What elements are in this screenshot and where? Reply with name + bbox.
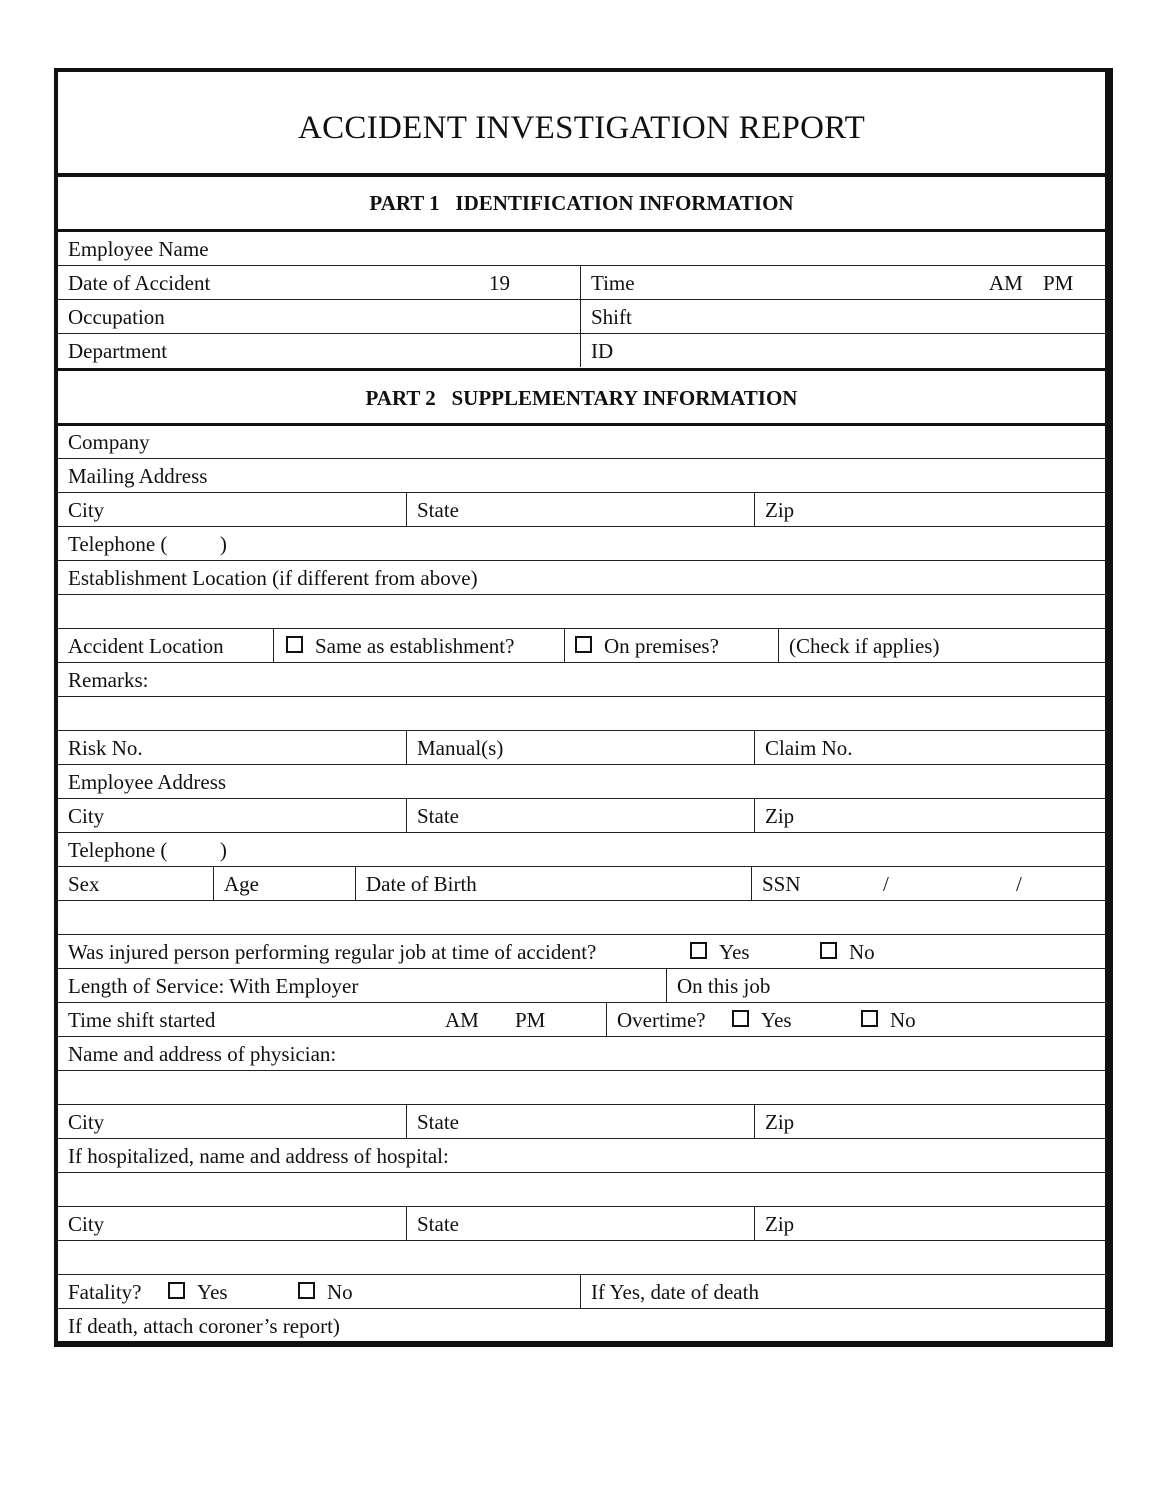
fatality-yes-option[interactable]: Yes (168, 1275, 228, 1308)
same-as-establishment-checkbox[interactable] (286, 636, 303, 653)
remarks-label: Remarks: (68, 668, 149, 692)
overtime-yes-checkbox[interactable] (732, 1010, 749, 1027)
company-city-row (58, 493, 1105, 527)
personal-blank-row (58, 901, 1105, 935)
overtime-no-option[interactable]: No (861, 1003, 916, 1036)
employee-address-row (58, 765, 1105, 799)
time-label: Time (580, 266, 635, 299)
city-label: City (68, 1110, 105, 1134)
state-label: State (406, 493, 459, 526)
physician-label: Name and address of physician: (68, 1042, 337, 1066)
zip-label: Zip (754, 493, 794, 526)
same-as-establishment-option[interactable]: Same as establishment? (273, 629, 514, 662)
employee-address-label: Employee Address (68, 770, 227, 794)
employee-name-row (58, 232, 1105, 266)
hospital-label: If hospitalized, name and address of hospital: (68, 1144, 449, 1168)
telephone-label: Telephone ( ) (68, 838, 227, 862)
state-label: State (406, 799, 459, 832)
id-label: ID (580, 334, 613, 367)
zip-label: Zip (754, 799, 794, 832)
manuals-label: Manual(s) (406, 731, 503, 764)
regular-job-no-option[interactable]: No (820, 935, 875, 968)
ssn-slash-1: / (883, 872, 889, 896)
city-label: City (68, 804, 105, 828)
physician-row (58, 1037, 1105, 1071)
coroner-row (58, 1309, 1105, 1342)
year-prefix: 19 (489, 271, 510, 295)
on-this-job-label: On this job (666, 969, 770, 1002)
establishment-location-row (58, 561, 1105, 595)
regular-job-no-checkbox[interactable] (820, 942, 837, 959)
pm-label: PM (1043, 271, 1074, 295)
length-of-service-row (58, 969, 1105, 1003)
hospital-blank-row (58, 1173, 1105, 1207)
time-shift-started-label: Time shift started (68, 1008, 216, 1032)
date-time-row (58, 266, 1105, 300)
establishment-blank-row (58, 595, 1105, 629)
date-of-death-label: If Yes, date of death (580, 1275, 759, 1308)
remarks-blank-row (58, 697, 1105, 731)
state-label: State (406, 1207, 459, 1240)
fatality-no-option[interactable]: No (298, 1275, 353, 1308)
date-of-accident-label: Date of Accident (68, 271, 211, 295)
employee-city-row (58, 799, 1105, 833)
check-if-applies-note: (Check if applies) (778, 629, 939, 662)
zip-label: Zip (754, 1105, 794, 1138)
report-title: ACCIDENT INVESTIGATION REPORT (58, 72, 1105, 177)
employee-telephone-row (58, 833, 1105, 867)
city-label: City (68, 1212, 105, 1236)
telephone-label: Telephone ( ) (68, 532, 227, 556)
coroner-note: If death, attach coroner’s report) (68, 1314, 340, 1338)
on-premises-checkbox[interactable] (575, 636, 592, 653)
mailing-address-label: Mailing Address (68, 464, 208, 488)
mailing-address-row (58, 459, 1105, 493)
fatality-row (58, 1275, 1105, 1309)
fatality-yes-checkbox[interactable] (168, 1282, 185, 1299)
remarks-row (58, 663, 1105, 697)
regular-job-question: Was injured person performing regular job at time of accident? (68, 940, 597, 964)
part1-heading: PART 1 IDENTIFICATION INFORMATION (58, 177, 1105, 232)
fatality-label: Fatality? (68, 1280, 142, 1304)
hospital-extra-blank-row (58, 1241, 1105, 1275)
ssn-label: SSN (751, 867, 801, 900)
accident-location-row (58, 629, 1105, 663)
ssn-slash-2: / (1016, 872, 1022, 896)
state-label: State (406, 1105, 459, 1138)
length-of-service-label: Length of Service: With Employer (68, 974, 359, 998)
occupation-row (58, 300, 1105, 334)
overtime-no-checkbox[interactable] (861, 1010, 878, 1027)
accident-location-label: Accident Location (68, 634, 224, 658)
regular-job-row (58, 935, 1105, 969)
overtime-yes-option[interactable]: Yes (732, 1003, 792, 1036)
shift-label: Shift (580, 300, 632, 333)
on-premises-option[interactable]: On premises? (564, 629, 719, 662)
company-row (58, 425, 1105, 459)
time-shift-row (58, 1003, 1105, 1037)
sex-label: Sex (68, 872, 100, 896)
regular-job-yes-checkbox[interactable] (690, 942, 707, 959)
department-label: Department (68, 339, 168, 363)
personal-details-row (58, 867, 1105, 901)
shift-pm-label: PM (515, 1008, 546, 1032)
establishment-location-label: Establishment Location (if different from above) (68, 566, 478, 590)
claim-no-label: Claim No. (754, 731, 853, 764)
department-row (58, 334, 1105, 367)
hospital-city-row (58, 1207, 1105, 1241)
age-label: Age (213, 867, 259, 900)
overtime-label: Overtime? (606, 1003, 706, 1036)
hospital-row (58, 1139, 1105, 1173)
city-label: City (68, 498, 105, 522)
physician-blank-row (58, 1071, 1105, 1105)
company-telephone-row (58, 527, 1105, 561)
employee-name-label: Employee Name (68, 237, 209, 261)
risk-no-label: Risk No. (68, 736, 143, 760)
am-label: AM (989, 271, 1023, 295)
zip-label: Zip (754, 1207, 794, 1240)
physician-city-row (58, 1105, 1105, 1139)
date-of-birth-label: Date of Birth (355, 867, 477, 900)
company-label: Company (68, 430, 150, 454)
fatality-no-checkbox[interactable] (298, 1282, 315, 1299)
risk-row (58, 731, 1105, 765)
shift-am-label: AM (445, 1008, 479, 1032)
part2-heading: PART 2 SUPPLEMENTARY INFORMATION (58, 368, 1105, 426)
accident-report-form (54, 68, 1113, 1347)
occupation-label: Occupation (68, 305, 165, 329)
regular-job-yes-option[interactable]: Yes (690, 935, 750, 968)
